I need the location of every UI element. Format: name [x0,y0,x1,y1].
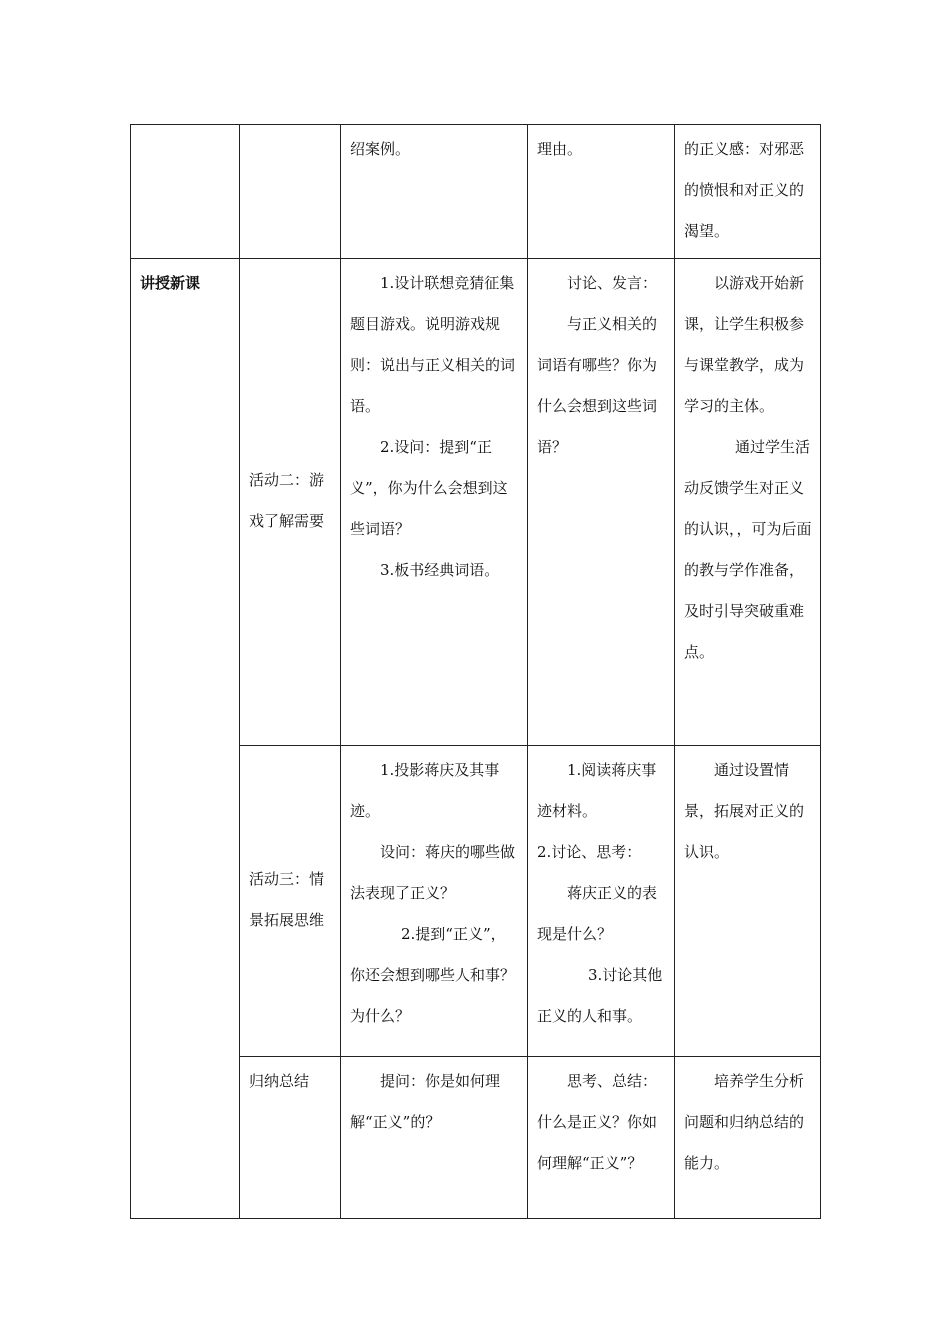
cell-teacher: 绍案例。 [341,125,528,259]
cell-student: 思考、总结：什么是正义？你如何理解“正义”？ [528,1057,675,1219]
cell-student: 讨论、发言： 与正义相关的词语有哪些？你为什么会想到这些词语？ [528,259,675,746]
lesson-plan-table [130,124,821,1219]
cell-student: 理由。 [528,125,675,259]
cell-intent: 培养学生分析问题和归纳总结的能力。 [675,1057,821,1219]
cell-teacher: 1.设计联想竞猜征集题目游戏。说明游戏规则：说出与正义相关的词语。 2.设问：提到“正义”，你为什么会想到这些词语？ 3.板书经典词语。 [341,259,528,746]
table-row [131,125,821,259]
cell-section-empty [131,125,240,259]
cell-intent: 通过设置情景，拓展对正义的认识。 [675,746,821,1057]
cell-teacher: 提问：你是如何理解“正义”的？ [341,1057,528,1219]
table-row [131,259,821,746]
section-label: 讲授新课 [131,259,240,1219]
cell-intent: 以游戏开始新课，让学生积极参与课堂教学，成为学习的主体。 通过学生活动反馈学生对正义的认识，，可为后面的教与学作准备，及时引导突破重难点。 [675,259,821,746]
cell-student: 1.阅读蒋庆事迹材料。 2.讨论、思考： 蒋庆正义的表现是什么？ 3.讨论其他正义的人和事。 [528,746,675,1057]
cell-intent: 的正义感：对邪恶的愤恨和对正义的渴望。 [675,125,821,259]
cell-activity-empty [240,125,341,259]
activity-label: 活动二：游戏了解需要 [240,259,341,746]
cell-teacher: 1.投影蒋庆及其事迹。 设问：蒋庆的哪些做法表现了正义？ 2.提到“正义”，你还会想到哪些人和事？为什么？ [341,746,528,1057]
activity-label: 归纳总结 [240,1057,341,1219]
activity-label: 活动三：情景拓展思维 [240,746,341,1057]
